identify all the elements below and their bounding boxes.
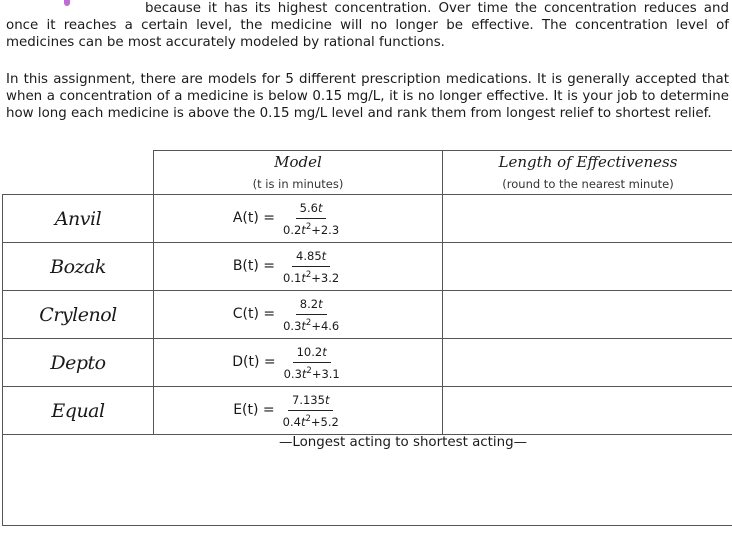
numerator xyxy=(292,249,330,267)
denominator-coef: 0.1 xyxy=(283,270,302,285)
ranking-answer-cell[interactable] xyxy=(3,435,732,526)
medicine-name: Depto xyxy=(50,351,106,374)
numerator xyxy=(296,201,327,219)
denominator xyxy=(279,267,343,285)
length-answer-cell[interactable] xyxy=(443,387,732,435)
model-header-cell xyxy=(154,151,443,195)
denominator-coef: 0.3 xyxy=(283,366,302,381)
denominator-constant: +4.6 xyxy=(311,318,340,333)
variable: t xyxy=(322,344,327,359)
model-subheader: (t is in minutes) xyxy=(252,176,344,191)
denominator-coef: 0.4 xyxy=(282,414,301,429)
function-lhs: E(t) = xyxy=(233,402,275,419)
function-lhs: B(t) = xyxy=(232,258,276,275)
model-header: Model xyxy=(274,152,322,171)
numerator-coef: 8.2 xyxy=(299,296,319,311)
fraction xyxy=(279,297,343,333)
variable: t xyxy=(321,248,327,263)
medicine-name: Crylenol xyxy=(39,303,117,326)
medicine-name-cell xyxy=(3,195,154,243)
exponent: 2 xyxy=(305,221,312,232)
length-subheader: (round to the nearest minute) xyxy=(502,176,674,191)
table-row xyxy=(3,387,732,435)
ranking-caption: —Longest acting to shortest acting— xyxy=(278,435,528,450)
length-answer-cell[interactable] xyxy=(443,243,732,291)
fraction xyxy=(279,249,343,285)
variable: t xyxy=(301,318,306,333)
exponent: 2 xyxy=(305,317,312,328)
function-lhs: C(t) = xyxy=(232,306,276,323)
table-row xyxy=(3,339,732,387)
variable: t xyxy=(317,200,323,215)
denominator-constant: +3.2 xyxy=(311,270,340,285)
model-cell xyxy=(154,339,443,387)
medicine-name-cell xyxy=(3,387,154,435)
exponent: 2 xyxy=(305,269,312,280)
model-formula xyxy=(154,297,442,333)
variable: t xyxy=(301,270,306,285)
numerator-coef: 7.135 xyxy=(292,392,325,407)
fraction xyxy=(279,393,343,429)
length-answer-cell[interactable] xyxy=(443,291,732,339)
fraction xyxy=(279,201,343,237)
medicine-models-table xyxy=(2,150,732,526)
model-formula xyxy=(154,249,442,285)
variable: t xyxy=(301,222,306,237)
medicine-name-cell xyxy=(3,339,154,387)
denominator-coef: 0.3 xyxy=(283,318,302,333)
numerator-coef: 10.2 xyxy=(296,344,323,359)
function-lhs: A(t) = xyxy=(232,210,275,227)
exponent: 2 xyxy=(305,413,311,424)
denominator xyxy=(280,363,344,381)
model-formula xyxy=(154,201,442,237)
denominator xyxy=(279,411,343,429)
variable: t xyxy=(318,296,323,311)
numerator-coef: 4.85 xyxy=(296,248,322,263)
medicine-name: Equal xyxy=(51,399,105,422)
model-cell xyxy=(154,243,443,291)
intro-paragraph-2: In this assignment, there are models for 5 different prescription medications. It is generally accepted that when a concentration of a medicine is below 0.15 mg/L, it is no longer effective. It is your job to determine how long each medicine is above the 0.15 mg/L level and rank them from longest relief to shortest relief. xyxy=(6,72,729,121)
model-formula xyxy=(154,345,442,381)
medicine-name-cell xyxy=(3,243,154,291)
denominator-coef: 0.2 xyxy=(283,222,302,237)
length-header-cell xyxy=(443,151,732,195)
numerator xyxy=(293,345,331,363)
length-header: Length of Effectiveness xyxy=(498,152,678,171)
ranking-row xyxy=(3,435,732,526)
denominator-constant: +3.1 xyxy=(311,366,340,381)
denominator-constant: +2.3 xyxy=(311,222,340,237)
medicine-name: Bozak xyxy=(50,255,106,278)
numerator-coef: 5.6 xyxy=(299,200,318,215)
function-lhs: D(t) = xyxy=(232,354,276,371)
model-cell xyxy=(154,291,443,339)
table-row xyxy=(3,291,732,339)
medicine-name: Anvil xyxy=(54,207,102,230)
numerator xyxy=(296,297,327,315)
denominator xyxy=(279,219,343,237)
variable: t xyxy=(300,414,306,429)
table-row xyxy=(3,243,732,291)
model-formula xyxy=(154,393,442,429)
variable: t xyxy=(324,392,330,407)
exponent: 2 xyxy=(306,365,312,376)
length-answer-cell[interactable] xyxy=(443,195,732,243)
table-row xyxy=(3,195,732,243)
numerator xyxy=(288,393,333,411)
length-answer-cell[interactable] xyxy=(443,339,732,387)
variable: t xyxy=(301,366,307,381)
intro-paragraph-1: because it has its highest concentration. Over time the concentration reduces and once it reaches a certain level, the medicine will no longer be effective. The concentration level of medicines can be most accurately modeled by rational functions. xyxy=(6,1,729,50)
medicine-name-cell xyxy=(3,291,154,339)
table-header-row xyxy=(3,151,732,195)
header-empty-cell xyxy=(3,151,154,195)
denominator xyxy=(279,315,343,333)
fraction xyxy=(280,345,344,381)
model-cell xyxy=(154,387,443,435)
model-cell xyxy=(154,195,443,243)
denominator-constant: +5.2 xyxy=(310,414,339,429)
